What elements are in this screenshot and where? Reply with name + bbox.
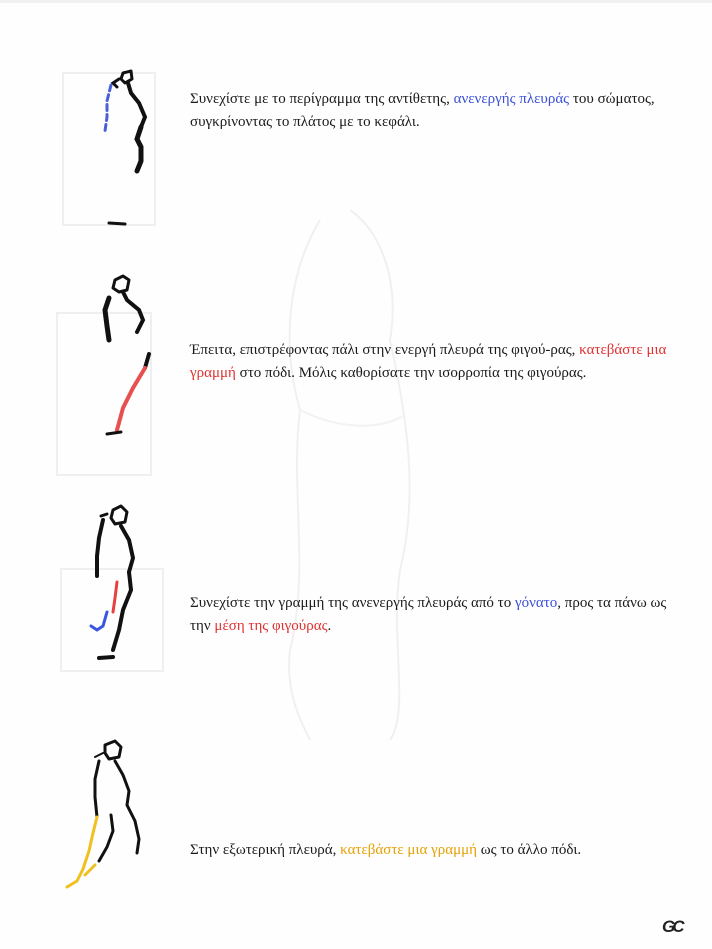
caption-highlight-orange: κατεβάστε μια γραμμή bbox=[340, 842, 477, 858]
step-4-caption bbox=[190, 839, 670, 862]
caption-highlight-red: κατεβάστε μια γραμμή bbox=[190, 342, 667, 381]
caption-highlight-blue: ανενεργής πλευράς bbox=[453, 91, 570, 107]
figure-sketch-2 bbox=[95, 270, 165, 440]
step-1-caption bbox=[190, 88, 670, 134]
caption-highlight-blue: γόνατο bbox=[514, 595, 558, 611]
figure-sketch-4 bbox=[55, 735, 155, 905]
figure-sketch-1 bbox=[95, 65, 165, 235]
caption-text: του σώματος, συγκρίνοντας το πλάτος με το κεφάλι. bbox=[190, 91, 655, 130]
ghost-figure-sketch bbox=[230, 190, 490, 750]
caption-highlight-red: μέση της φιγούρας bbox=[214, 618, 328, 634]
caption-text: . bbox=[327, 618, 332, 634]
figure-sketch-3 bbox=[85, 500, 160, 670]
gc-logo: GC bbox=[662, 917, 682, 936]
caption-text: Στην εξωτερική πλευρά, bbox=[190, 842, 341, 858]
step-2-caption bbox=[190, 339, 670, 385]
caption-text: στο πόδι. Μόλις καθορίσατε την ισορροπία της φιγούρας. bbox=[235, 365, 587, 381]
caption-text: Έπειτα, επιστρέφοντας πάλι στην ενεργή πλευρά της φιγού-ρας, bbox=[190, 342, 580, 358]
caption-text: Συνεχίστε την γραμμή της ανενεργής πλευράς από το bbox=[190, 595, 515, 611]
caption-text: , προς τα πάνω ως την bbox=[190, 595, 667, 634]
caption-text: Συνεχίστε με το περίγραμμα της αντίθετης, bbox=[190, 91, 454, 107]
top-edge bbox=[0, 0, 712, 3]
caption-text: ως το άλλο πόδι. bbox=[477, 842, 582, 858]
step-3-caption bbox=[190, 592, 670, 638]
